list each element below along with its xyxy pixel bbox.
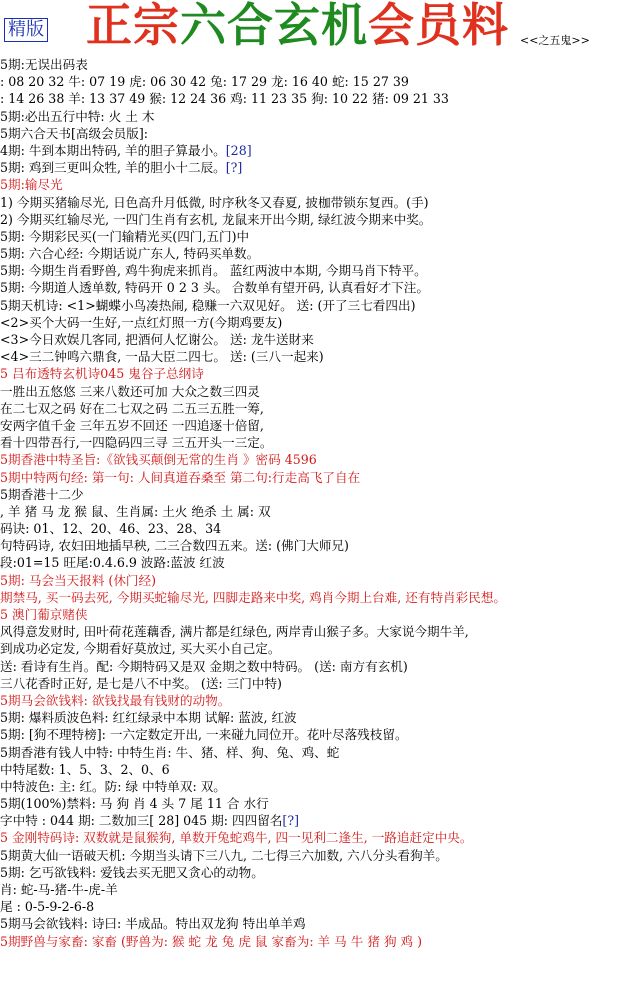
text-segment: <2>买个大码一生好,一点红灯照一方(今期鸡要友)	[0, 314, 283, 330]
text-line	[0, 383, 621, 400]
text-line	[0, 864, 621, 881]
text-segment: 5期马会欲钱料: 欲钱找最有钱财的动物。	[0, 692, 231, 708]
text-segment: 5期香港十二少	[0, 486, 84, 502]
text-line	[0, 589, 621, 606]
text-line	[0, 795, 621, 812]
text-line	[0, 915, 621, 932]
text-segment: 2) 今期买红输尽光, 一四门生肖有玄机, 龙鼠来开出今期, 绿红波今期来中奖。	[0, 211, 432, 227]
text-segment: 5期: 鸡到三更叫众牲, 羊的胆小十二辰。	[0, 160, 226, 176]
text-line	[0, 469, 621, 486]
text-segment: 肖: 蛇-马-猪-牛-虎-羊	[0, 882, 118, 897]
text-segment: : 14 26 38 羊: 13 37 49 猴: 12 24 36 鸡: 11 23 35 狗: 10 22 猪: 09 21 33	[0, 91, 449, 107]
text-line	[0, 262, 621, 279]
text-segment: [28]	[225, 142, 252, 158]
page-title	[86, 0, 509, 52]
text-segment: 中特波色: 主: 红。防: 绿 中特单双: 双。	[0, 778, 226, 794]
text-segment: 4期: 牛到本期出特码, 羊的胆子算最小。	[0, 142, 226, 158]
text-line	[0, 881, 621, 898]
text-line	[0, 812, 621, 829]
text-line	[0, 245, 621, 262]
edition-badge: 精版	[4, 18, 48, 42]
text-segment: 5期中特两句经: 第一句: 人间真道吞桑至 第二句:行走高飞了自在	[0, 469, 361, 485]
text-segment: <3>今日欢娱几客同, 把酒何人忆谢公。 送: 龙牛送財来	[0, 332, 314, 347]
text-line	[0, 176, 621, 193]
text-segment: 5期香港中特圣旨:《欲钱买颠倒无常的生肖 》密码 4596	[0, 452, 317, 468]
text-segment: 5期(100%)禁料: 马 狗 肖 4 头 7 尾 11 合 水行	[0, 796, 269, 812]
text-line	[0, 434, 621, 451]
text-line	[0, 709, 621, 726]
text-line	[0, 486, 621, 503]
text-segment: 5期: 今期彩民买(一门输精光买(四门,五门)中	[0, 228, 250, 244]
text-segment: 5期:无误出码表	[0, 57, 88, 72]
page-subtitle: <<之五鬼>>	[520, 34, 590, 47]
text-line	[0, 331, 621, 348]
text-segment: 5期: 马会当天报料 (休门经)	[0, 572, 157, 588]
text-line	[0, 847, 621, 864]
text-line	[0, 658, 621, 675]
text-line	[0, 933, 621, 950]
content-body	[0, 56, 621, 950]
text-segment: 5期: 爆料质波色料: 红红绿录中本期 试解: 蓝波, 红波	[0, 710, 297, 726]
title-char: 料	[462, 0, 509, 52]
text-segment: 5期:必出五行中特: 火 土 木	[0, 108, 155, 124]
text-segment: 三八花香时正好, 是七是八不中奖。 (送: 三门中特)	[0, 675, 282, 691]
text-line	[0, 520, 621, 537]
text-segment: 5期马会欲钱料: 诗曰: 半成品。特出双龙狗 特出单羊鸡	[0, 916, 306, 932]
text-line	[0, 365, 621, 382]
text-line	[0, 640, 621, 657]
text-line	[0, 400, 621, 417]
text-segment: : 08 20 32 牛: 07 19 虎: 06 30 42 兔: 17 29 龙: 16 40 蛇: 15 27 39	[0, 74, 409, 90]
header	[0, 0, 621, 56]
text-segment: 5期野兽与家畜: 家畜 (野兽为: 猴 蛇 龙 兔 虎 鼠 家畜为: 羊 马 牛 猪 狗 鸡 )	[0, 933, 423, 949]
text-line	[0, 417, 621, 434]
text-segment: 5期:输尽光	[0, 177, 63, 193]
title-char: 正	[86, 0, 133, 52]
title-char: 会	[368, 0, 415, 52]
text-line	[0, 503, 621, 520]
text-segment: 5期: 今期道人透单数, 特码开 0 2 3 头。 合数单有望开码, 认真看好才下注。	[0, 280, 429, 296]
text-segment: 字中特 : 044 期: 二数加三[ 28] 045 期: 四四留名	[0, 813, 283, 829]
text-line	[0, 314, 621, 331]
text-line	[0, 348, 621, 365]
text-segment: [?]	[282, 813, 299, 829]
text-segment: 安两字值千金 三年五岁不回还 一四追逐十倍留,	[0, 417, 264, 433]
text-segment: 5期天机诗: <1>蝴蝶小鸟凑热闹, 稳赚一六双见好。 送: (开了三七看四出)	[0, 297, 416, 313]
text-segment: 码诀: 01、12、20、46、23、28、34	[0, 521, 222, 537]
text-line	[0, 228, 621, 245]
text-segment: 5期: 乞丐欲钱料: 爱钱去买无肥又贪心的动物。	[0, 864, 264, 880]
text-line	[0, 142, 621, 159]
text-line	[0, 537, 621, 554]
text-segment: 到成功必定发, 今期看好莫放过, 买大买小自己定。	[0, 641, 281, 657]
text-segment: 段:01=15 旺尾:0.4.6.9 波路:蓝波 红波	[0, 555, 225, 571]
text-segment: 1) 今期买猪输尽光, 日色高升月低微, 时序秋冬又春夏, 披枷带锁东复西。(手)	[0, 194, 429, 210]
text-line	[0, 606, 621, 623]
text-line	[0, 108, 621, 125]
title-char: 机	[321, 0, 368, 52]
title-char: 六	[180, 0, 227, 52]
title-char: 合	[227, 0, 274, 52]
text-segment: 5期黄大仙一语破天机: 今期当头请下三八九, 二七得三六加数, 六八分头看狗羊。	[0, 847, 448, 863]
title-char: 员	[415, 0, 462, 52]
text-segment: 5期: 今期生肖看野兽, 鸡牛狗虎来抓肖。 蓝红两波中本期, 今期马肖下特平。	[0, 263, 427, 279]
text-line	[0, 554, 621, 571]
text-line	[0, 623, 621, 640]
text-line	[0, 726, 621, 743]
text-line	[0, 572, 621, 589]
text-line	[0, 829, 621, 846]
text-segment: , 羊 猪 马 龙 猴 鼠、生肖属: 土火 绝杀 土 属: 双	[0, 503, 271, 519]
text-line	[0, 211, 621, 228]
text-segment: 看十四带吾行,一四隐码四三寻 三五开头一三定。	[0, 435, 273, 451]
title-char: 宗	[133, 0, 180, 52]
text-segment: 045 鬼谷子总纲诗	[100, 366, 204, 382]
text-segment: 中特尾数: 1、5、3、2、0、6	[0, 761, 170, 777]
text-segment: 风得意发财时, 田叶荷花莲藕香, 满片都是红绿色, 两岸青山猴子多。大家说今期牛羊,	[0, 624, 469, 640]
text-segment: 送: 看诗有生肖。配: 今期特码又是双 金期之数中特码。 (送: 南方有玄机)	[0, 658, 408, 674]
text-segment: 5 金刚特码诗: 双数就是鼠猴狗, 单数开兔蛇鸡牛, 四一见利二逢生, 一路追赶定中央。	[0, 830, 473, 846]
text-line	[0, 675, 621, 692]
text-line	[0, 692, 621, 709]
text-line	[0, 125, 621, 142]
title-char: 玄	[274, 0, 321, 52]
text-segment: 5期六合天书[高级会员版]:	[0, 125, 149, 141]
text-line	[0, 90, 621, 107]
text-segment: 5 澳门葡京赌侠	[0, 607, 88, 622]
text-segment: <4>三二钟鸣六鼎食, 一品大臣二四七。 送: (三八一起来)	[0, 349, 324, 365]
text-line	[0, 56, 621, 73]
text-line	[0, 279, 621, 296]
text-segment: 句特码诗, 农妇田地插早秧, 二三合数四五来。送: (佛门大师兄)	[0, 538, 349, 554]
text-line	[0, 761, 621, 778]
text-segment: 5 吕布透特玄机诗	[0, 366, 101, 382]
text-segment: [?]	[225, 160, 243, 176]
text-segment: 5期香港有钱人中特: 中特生肖: 牛、猪、样、狗、兔、鸡、蛇	[0, 744, 340, 760]
text-segment: 5期: 六合心经: 今期话说广东人, 特码买单数。	[0, 246, 260, 262]
text-segment: 5期: [狗不理特榜]: 一六定数定开出, 一来碰九同位开。花叶尽落残枝留。	[0, 727, 408, 743]
text-segment: 尾 : 0-5-9-2-6-8	[0, 899, 95, 915]
text-line	[0, 744, 621, 761]
text-line	[0, 451, 621, 468]
text-line	[0, 778, 621, 795]
text-line	[0, 297, 621, 314]
text-segment: 期禁马, 买一码去死, 今期买蛇输尽光, 四脚走路来中奖, 鸡肖今期上台难, 还有特肖彩民想。	[0, 589, 507, 605]
text-segment: 在二七双之码 好在二七双之码 二五三五胜一筹,	[0, 400, 264, 416]
text-line	[0, 194, 621, 211]
text-line	[0, 159, 621, 176]
text-line	[0, 73, 621, 90]
text-segment: 一胜出五悠悠 三来八数还可加 大众之数三四灵	[0, 383, 260, 399]
text-line	[0, 898, 621, 915]
